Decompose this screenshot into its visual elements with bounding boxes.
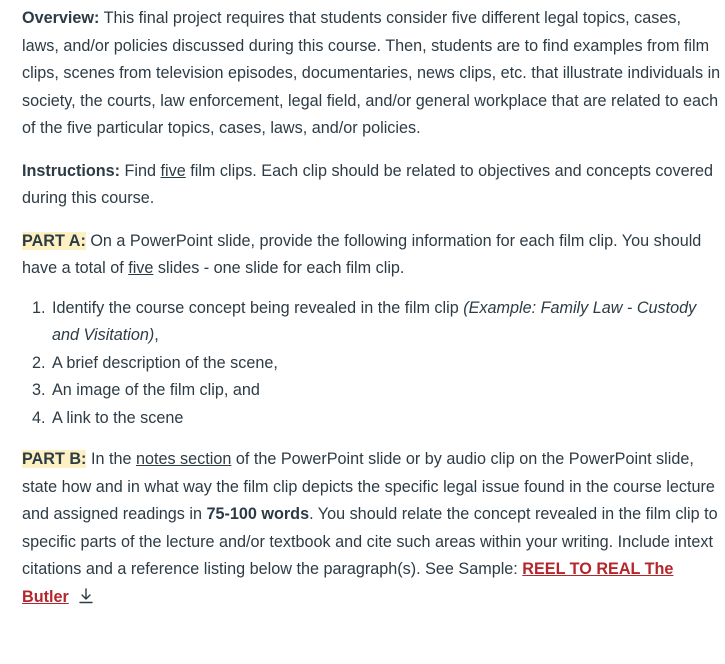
instructions-text-before: Find [120, 161, 161, 180]
instructions-label: Instructions: [22, 161, 121, 180]
part-a-paragraph [22, 228, 722, 283]
part-a-label: PART A: [22, 231, 86, 250]
instructions-text-after: film clips. Each clip should be related to objectives and concepts covered during this course. [22, 161, 714, 207]
instructions-five: five [160, 161, 186, 180]
overview-paragraph [22, 5, 722, 143]
part-a-list [22, 295, 722, 433]
part-a-text-before: On a PowerPoint slide, provide the following information for each film clip. You should have a total of [22, 231, 702, 277]
overview-text: This final project requires that students consider five different legal topics, cases, laws, and/or policies discussed during this course. Then, students are to find examples from film clips, scenes from television episodes, documentaries, news clips, etc. that illustrate individuals in society, the courts, law enforcement, legal field, and/or general workplace that are related to each of the five particular topics, cases, laws, and/or policies. [22, 9, 721, 137]
part-b-label: PART B: [22, 450, 87, 468]
overview-label: Overview: [22, 9, 100, 27]
list-item: 2. A brief description of the scene, [50, 350, 722, 378]
example-text: (Example: Family Law - Custody and Visitation) [52, 298, 697, 344]
download-icon[interactable] [77, 587, 95, 605]
part-a-five: five [128, 259, 154, 277]
list-item: 3. An image of the film clip, and [50, 377, 722, 405]
list-item: 4. A link to the scene [50, 405, 722, 433]
part-a-text-after: slides - one slide for each film clip. [153, 259, 405, 277]
list-item: 1. Identify the course concept being revealed in the film clip (Example: Family Law - Custody and Visitation), [50, 295, 722, 350]
instructions-paragraph [22, 158, 722, 213]
notes-section-text: notes section [135, 450, 232, 468]
part-b-paragraph: PART B: In the notes section of the PowerPoint slide or by audio clip on the PowerPoint slide, state how and in what way the film clip depicts the specific legal issue found in the course lecture and assigned readings in 75-100 words. You should relate the concept revealed in the film clip to specific parts of the lecture and/or textbook and cite such areas within your writing. Include intext citations and a reference listing below the paragraph(s). See Sample: REEL TO REAL The Butler [22, 450, 718, 606]
sample-file-link[interactable]: REEL TO REAL The Butler [22, 560, 674, 606]
word-count: 75-100 words [206, 505, 310, 523]
